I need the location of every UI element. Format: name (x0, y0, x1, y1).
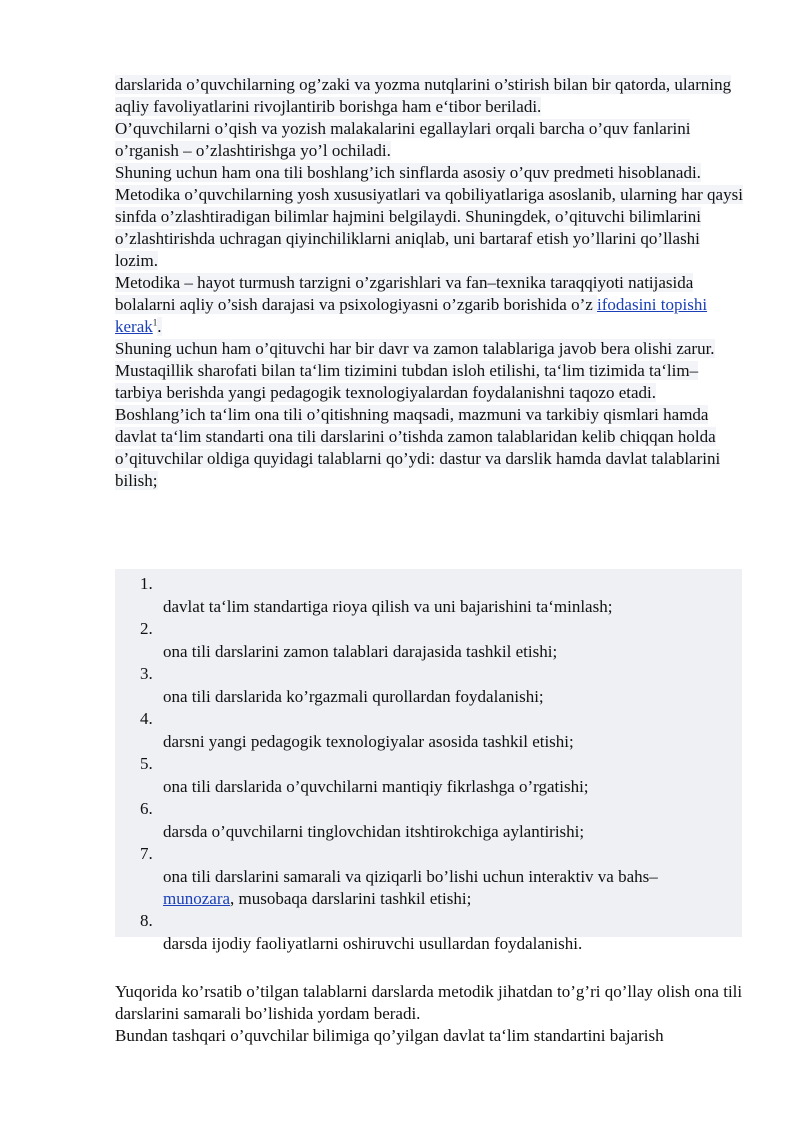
list-item (140, 663, 700, 708)
paragraph-text: Bundan tashqari o’quvchilar bilimiga qo’yilgan davlat ta‘lim standartini bajarish (115, 1026, 664, 1045)
paragraph (115, 118, 745, 162)
paragraph-text: Shuning uchun ham o’qituvchi har bir davr va zamon talablariga javob bera olishi zarur. (115, 339, 715, 358)
list-item (140, 753, 700, 798)
list-number: 8. (140, 911, 153, 930)
paragraph-text: O’quvchilarni o’qish va yozish malakalarini egallaylari orqali barcha o’quv fanlarini o’rganish – o’zlashtirishga yo’l ochiladi. (115, 119, 691, 160)
list-item (140, 708, 700, 753)
paragraph-text: . (157, 317, 162, 336)
list-number: 5. (140, 754, 153, 773)
list-number: 3. (140, 664, 153, 683)
metodika-paragraph (115, 272, 745, 338)
list-item-text-part: , musobaqa darslarini tashkil etishi; (230, 889, 472, 908)
paragraph-text: Yuqorida ko’rsatib o’tilgan talablarni darslarda metodik jihatdan to’g’ri qo’llay olish ona tili darslarini samarali bo’lishida yordam beradi. (115, 982, 743, 1023)
list-number: 4. (140, 709, 153, 728)
list-item-text: darsni yangi pedagogik texnologiyalar asosida tashkil etishi; (163, 732, 574, 751)
list-item-text: davlat ta‘lim standartiga rioya qilish va uni bajarishini ta‘minlash; (163, 597, 613, 616)
list-item-text: darsda ijodiy faoliyatlarni oshiruvchi usullardan foydalanishi. (163, 934, 583, 953)
closing-section (115, 981, 745, 1047)
list-item (140, 573, 700, 618)
paragraph (115, 981, 745, 1025)
paragraph-text: Mustaqillik sharofati bilan ta‘lim tizimini tubdan isloh etilishi, ta‘lim tizimida ta‘lim–tarbiya berishda yangi pedagogik texnologiyalardan foydalanishni taqozo etadi. (115, 361, 699, 402)
list-item-text: ona tili darslarida o’quvchilarni mantiqiy fikrlashga o’rgatishi; (163, 777, 589, 796)
munozara-link[interactable]: munozara (163, 889, 231, 908)
paragraph (115, 338, 745, 360)
document-body (115, 74, 745, 492)
paragraph-text: Metodika – hayot turmush tarzigni o’zgarishlari va fan–texnika taraqqiyoti natijasida bolalarni aqliy o’sish darajasi va psixologiyasni o’zgarib borishida o’z (115, 273, 694, 314)
list-number: 2. (140, 619, 153, 638)
list-item (140, 798, 700, 843)
list-item (140, 843, 700, 910)
list-item (140, 618, 700, 663)
paragraph (115, 162, 745, 272)
requirements-list (140, 573, 700, 955)
list-item-text: darsda o’quvchilarni tinglovchidan itshtirokchiga aylantirishi; (163, 822, 585, 841)
footnote-marker: 1 (152, 317, 158, 328)
list-item (140, 910, 700, 955)
paragraph-text: Shuning uchun ham ona tili boshlang’ich sinflarda asosiy o’quv predmeti hisoblanadi. Metodika o’quvchilarning yosh xususiyatlari va qobiliyatlariga asoslanib, ularning har qaysi sinfda o’zlashtiradigan bilimlar hajmini belgilaydi. Shuningdek, o’qituvchi bilimlarini o’zlashtirishda uchragan qiyinchiliklarni aniqlab, uni bartaraf etish yo’llarini qo’llashi lozim. (115, 163, 743, 270)
list-number: 1. (140, 574, 153, 593)
list-item-text: ona tili darslarini zamon talablari darajasida tashkil etishi; (163, 642, 558, 661)
list-item-text-part: ona tili darslarini samarali va qiziqarli bo’lishi uchun interaktiv va bahs– (163, 867, 658, 886)
paragraph (115, 360, 745, 404)
list-item-text (140, 865, 700, 910)
list-number: 6. (140, 799, 153, 818)
list-item-text: ona tili darslarida ko’rgazmali qurollardan foydalanishi; (163, 687, 544, 706)
list-number: 7. (140, 844, 153, 863)
ifodasini-link[interactable]: ifodasini topishi kerak (115, 295, 708, 336)
paragraph (115, 74, 745, 118)
paragraph-text: darslarida o’quvchilarning og’zaki va yozma nutqlarini o’stirish bilan bir qatorda, ularning aqliy favoliyatlarini rivojlantirib borishga ham e‘tibor beriladi. (115, 75, 732, 116)
paragraph (115, 1025, 745, 1047)
paragraph-text: Boshlang’ich ta‘lim ona tili o’qitishning maqsadi, mazmuni va tarkibiy qismlari hamda davlat ta‘lim standarti ona tili darslarini o’tishda zamon talablaridan kelib chiqqan holda o’qituvchilar oldiga quyidagi talablarni qo’ydi: dastur va darslik hamda davlat talablarini bilish; (115, 405, 721, 490)
paragraph (115, 404, 745, 492)
